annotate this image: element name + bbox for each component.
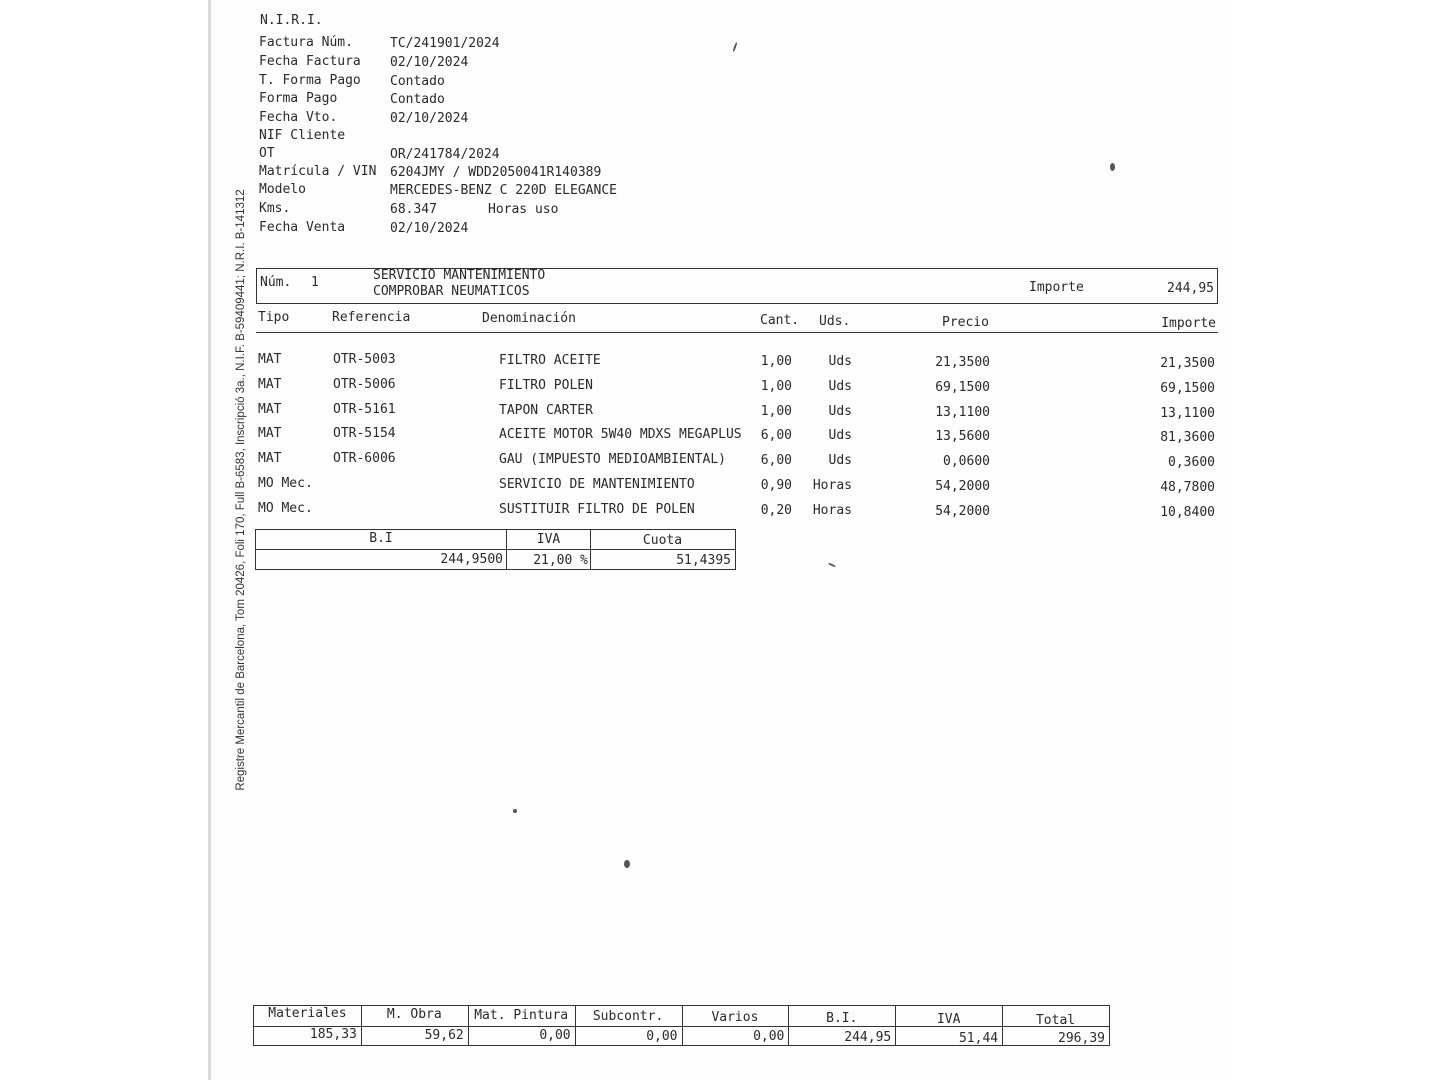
cell-denominacion: FILTRO POLEN <box>499 377 593 393</box>
totals-header: B.I. <box>826 1011 858 1026</box>
col-tipo: Tipo <box>258 310 290 325</box>
cell-cant: 1,00 <box>760 378 792 394</box>
totals-value: 0,00 <box>753 1029 785 1045</box>
cell-tipo: MAT <box>258 426 282 442</box>
cell-cant: 1,00 <box>760 403 792 419</box>
cell-uds: Uds <box>828 354 852 369</box>
cell-importe: 13,1100 <box>1160 405 1215 421</box>
cell-tipo: MO Mec. <box>258 500 313 516</box>
totals-value: 0,00 <box>539 1028 571 1044</box>
cell-denominacion: ACEITE MOTOR 5W40 MDXS MEGAPLUS <box>499 427 742 443</box>
cell-referencia: OTR-5161 <box>333 401 396 417</box>
col-importe: Importe <box>1161 316 1216 331</box>
cell-precio: 54,2000 <box>935 479 990 494</box>
cell-tipo: MAT <box>258 376 282 392</box>
header-field-label: Fecha Vto. <box>259 110 338 125</box>
header-field-label: Fecha Factura <box>259 54 361 69</box>
header-field-label: Factura Núm. <box>259 35 353 50</box>
cell-cant: 6,00 <box>760 453 792 469</box>
header-field-label: Matrícula / VIN <box>259 164 377 179</box>
totals-header: Mat. Pintura <box>474 1008 569 1023</box>
tax-iva-value: 21,00 % <box>533 553 588 568</box>
header-field-label: Modelo <box>259 182 306 197</box>
registry-side-note: Registre Mercantil de Barcelona, Tom 20426, Foli 170, Full B-6583, Inscripció 3a., N.I.F. B-59409441; N.R.I. B-141312 <box>235 189 247 791</box>
header-field-label: T. Forma Pago <box>259 73 361 88</box>
cell-importe: 21,3500 <box>1160 356 1215 371</box>
section-desc-line2: COMPROBAR NEUMATICOS <box>373 284 530 299</box>
tax-box-divider <box>255 549 736 550</box>
horas-uso-label: Horas uso <box>488 202 559 217</box>
header-field-value: 02/10/2024 <box>390 55 469 70</box>
col-uds: Uds. <box>819 314 851 329</box>
section-importe-label: Importe <box>1029 280 1084 295</box>
cell-cant: 0,20 <box>760 502 792 518</box>
totals-value: 59,62 <box>424 1027 464 1043</box>
tax-cuota-value: 51,4395 <box>676 553 731 568</box>
header-field-value: Contado <box>390 74 445 89</box>
totals-header: M. Obra <box>386 1007 442 1022</box>
totals-value: 185,33 <box>309 1027 357 1042</box>
tax-cuota-label: Cuota <box>642 533 683 548</box>
cell-precio: 54,2000 <box>935 503 990 519</box>
header-field-value: 02/10/2024 <box>390 221 469 236</box>
cell-cant: 6,00 <box>760 428 792 444</box>
cell-importe: 0,3600 <box>1168 455 1215 471</box>
totals-header: Subcontr. <box>592 1009 664 1024</box>
totals-value: 296,39 <box>1058 1031 1105 1047</box>
cell-precio: 0,0600 <box>943 454 990 470</box>
tax-bi-value: 244,9500 <box>440 552 503 567</box>
cell-denominacion: GAU (IMPUESTO MEDIOAMBIENTAL) <box>499 452 726 468</box>
section-importe-value: 244,95 <box>1167 281 1214 296</box>
cell-uds: Uds <box>828 453 852 469</box>
totals-header: Varios <box>711 1010 759 1025</box>
header-field-value: Contado <box>390 92 445 107</box>
header-field-value: 68.347 <box>390 202 437 217</box>
section-num-label: Núm. <box>260 275 292 290</box>
header-field-value: 6204JMY / WDD2050041R140389 <box>390 165 602 180</box>
cell-importe: 81,3600 <box>1160 430 1215 446</box>
section-desc-line1: SERVICIO MANTENIMIENTO <box>373 268 546 283</box>
cell-precio: 69,1500 <box>935 379 990 395</box>
cell-precio: 21,3500 <box>935 355 990 370</box>
section-num-value: 1 <box>311 275 319 290</box>
scan-speck <box>1110 163 1115 171</box>
tax-iva-label: IVA <box>536 532 561 547</box>
totals-header: Materiales <box>268 1006 347 1021</box>
totals-value: 51,44 <box>958 1030 999 1046</box>
col-cant: Cant. <box>760 313 800 328</box>
cell-tipo: MAT <box>258 401 282 417</box>
cell-tipo: MAT <box>258 352 282 367</box>
cell-referencia: OTR-6006 <box>333 451 396 467</box>
header-field-label: Fecha Venta <box>259 220 346 235</box>
scan-speck <box>513 809 517 813</box>
cell-precio: 13,1100 <box>935 404 990 420</box>
cell-importe: 10,8400 <box>1160 504 1215 520</box>
cell-denominacion: TAPON CARTER <box>499 402 593 418</box>
cell-precio: 13,5600 <box>935 429 990 445</box>
header-field-label: NIF Cliente <box>259 128 346 143</box>
cell-referencia: OTR-5154 <box>333 426 396 442</box>
totals-value: 0,00 <box>646 1028 678 1044</box>
cell-uds: Horas <box>812 502 852 518</box>
tax-bi-label: B.I <box>369 531 393 546</box>
cell-referencia: OTR-5003 <box>333 352 396 367</box>
header-field-value: TC/241901/2024 <box>390 36 500 51</box>
cell-uds: Horas <box>812 478 852 493</box>
header-title: N.I.R.I. <box>260 13 323 28</box>
cell-denominacion: SUSTITUIR FILTRO DE POLEN <box>499 501 695 517</box>
columns-underline <box>256 332 1218 333</box>
header-field-value: MERCEDES-BENZ C 220D ELEGANCE <box>390 183 617 198</box>
totals-value: 244,95 <box>844 1030 892 1045</box>
cell-referencia: OTR-5006 <box>333 376 396 392</box>
cell-cant: 1,00 <box>760 354 792 369</box>
cell-denominacion: SERVICIO DE MANTENIMIENTO <box>499 477 695 492</box>
col-referencia: Referencia <box>332 310 411 325</box>
header-field-value: OR/241784/2024 <box>390 147 500 162</box>
cell-uds: Uds <box>828 378 852 394</box>
header-field-value: 02/10/2024 <box>390 111 469 126</box>
cell-uds: Uds <box>828 428 852 444</box>
col-denominacion: Denominación <box>482 311 576 326</box>
header-field-label: Forma Pago <box>259 91 338 106</box>
header-field-label: Kms. <box>259 201 291 216</box>
cell-tipo: MO Mec. <box>258 476 313 491</box>
header-field-label: OT <box>259 146 275 161</box>
scan-speck <box>624 860 630 868</box>
cell-uds: Uds <box>828 403 852 419</box>
totals-header: Total <box>1035 1013 1076 1028</box>
cell-denominacion: FILTRO ACEITE <box>499 353 601 368</box>
cell-importe: 48,7800 <box>1160 480 1215 495</box>
cell-tipo: MAT <box>258 451 282 467</box>
totals-header: IVA <box>936 1012 961 1027</box>
cell-importe: 69,1500 <box>1160 380 1215 396</box>
col-precio: Precio <box>942 315 989 330</box>
cell-cant: 0,90 <box>760 478 792 493</box>
